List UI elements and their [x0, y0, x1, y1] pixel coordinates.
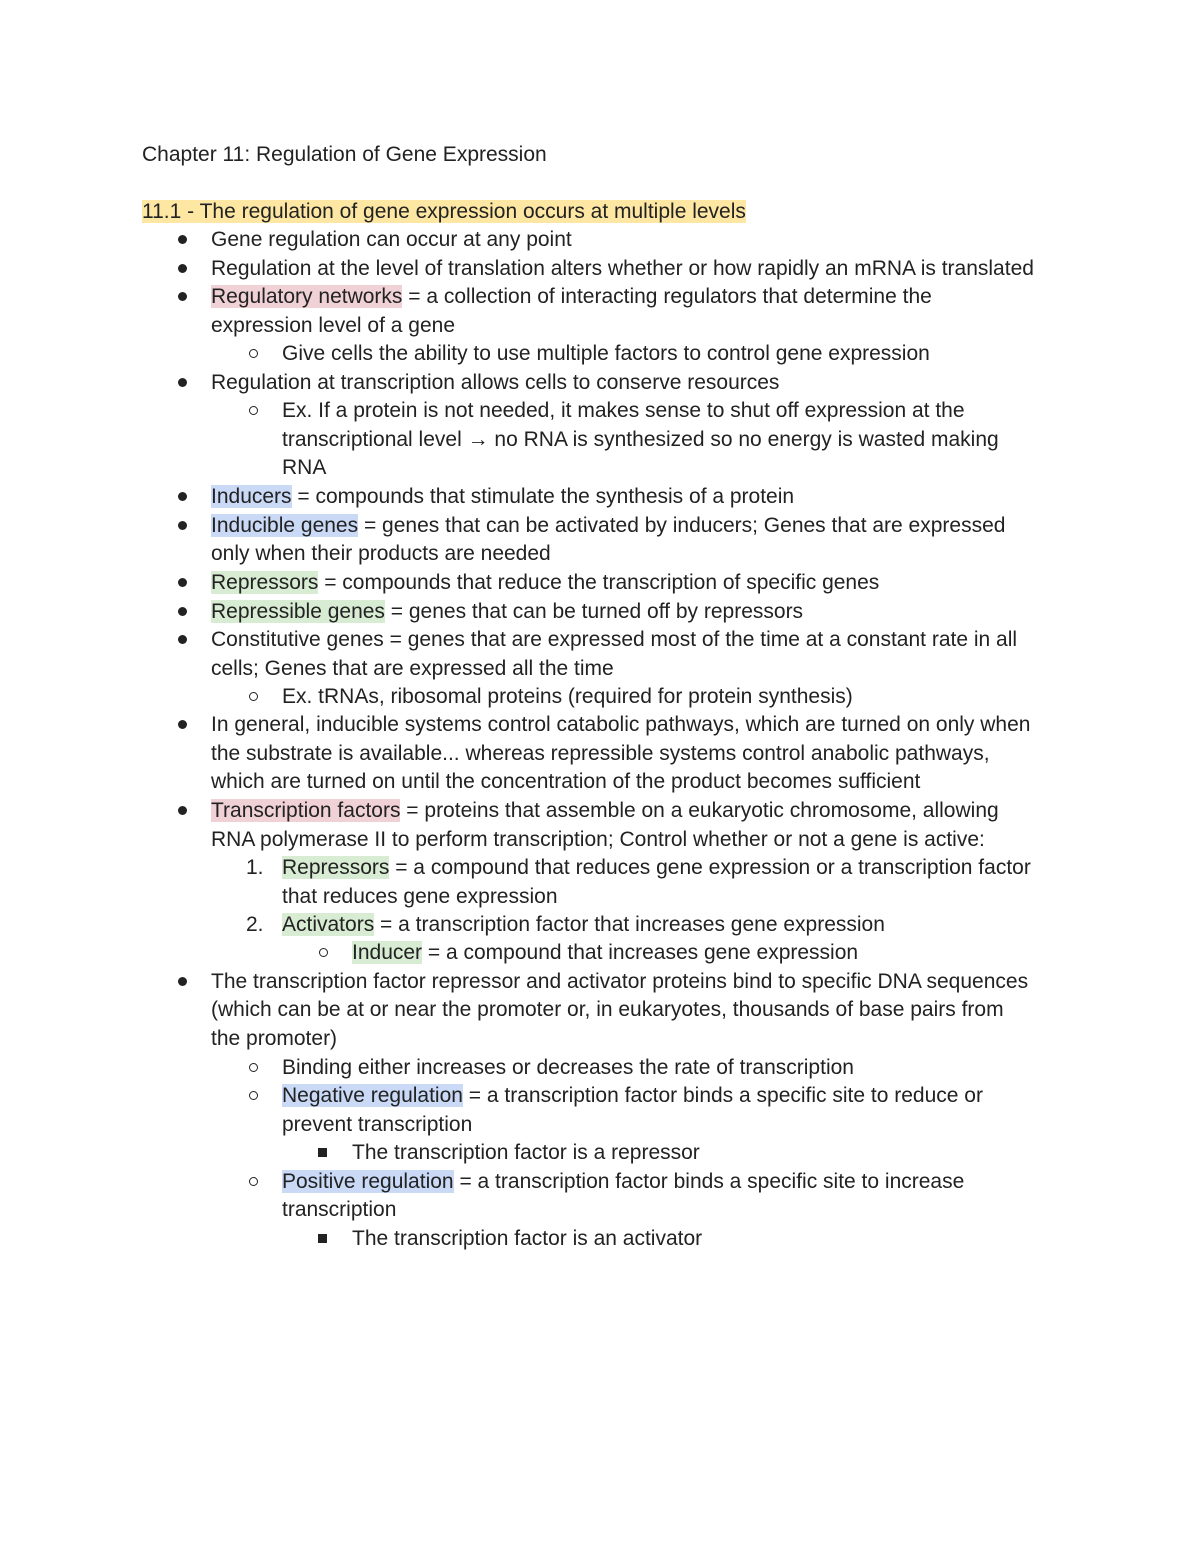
list-item: In general, inducible systems control catabolic pathways, which are turned on only when [211, 713, 1031, 736]
sub-list-item: Binding either increases or decreases the rate of transcription [282, 1056, 854, 1079]
highlighted-term: Regulatory networks [211, 285, 403, 308]
list-item: The transcription factor repressor and activator proteins bind to specific DNA sequences [211, 970, 1029, 993]
sub-list-item-continuation: transcriptional level → no RNA is synthesized so no energy is wasted making [282, 428, 999, 451]
highlighted-term: Activators [282, 913, 375, 936]
list-item [211, 283, 932, 312]
sub-list-item [282, 1168, 964, 1197]
sub-list-item: Give cells the ability to use multiple factors to control gene expression [282, 342, 930, 365]
list-item [211, 483, 794, 512]
definition-text: = a transcription factor binds a specific site to reduce or [462, 1084, 983, 1107]
hollow-bullet-icon [249, 406, 258, 415]
definition-text: = genes that can be turned off by repressors [384, 600, 804, 623]
list-number: 2. [246, 913, 264, 936]
list-item: Regulation at the level of translation alters whether or how rapidly an mRNA is translated [211, 257, 1034, 280]
sub-list-item: Ex. If a protein is not needed, it makes sense to shut off expression at the [282, 399, 965, 422]
hollow-bullet-icon [319, 948, 328, 957]
square-bullet-icon [318, 1234, 327, 1243]
list-item: Constitutive genes = genes that are expressed most of the time at a constant rate in all [211, 628, 1018, 651]
bullet-icon [178, 977, 187, 986]
list-item-continuation: the promoter) [211, 1027, 338, 1050]
highlighted-term: Transcription factors [211, 799, 401, 822]
highlighted-term: Inducers [211, 485, 292, 508]
list-item [211, 797, 999, 826]
sub-list-item [352, 939, 858, 968]
bullet-icon [178, 264, 187, 273]
list-item-continuation: only when their products are needed [211, 542, 551, 565]
square-bullet-icon [318, 1148, 327, 1157]
bullet-icon [178, 720, 187, 729]
list-item [211, 569, 879, 598]
definition-text: = genes that can be activated by inducers; Genes that are expressed [358, 514, 1006, 537]
bullet-icon [178, 292, 187, 301]
section-heading-text: 11.1 - The regulation of gene expression occurs at multiple levels [142, 200, 746, 223]
sub-list-item: Ex. tRNAs, ribosomal proteins (required for protein synthesis) [282, 685, 853, 708]
bullet-icon [178, 492, 187, 501]
list-item: Gene regulation can occur at any point [211, 228, 572, 251]
highlighted-term: Negative regulation [282, 1084, 463, 1107]
highlighted-term: Repressible genes [211, 600, 385, 623]
definition-text: = compounds that stimulate the synthesis of a protein [291, 485, 795, 508]
document-title: Chapter 11: Regulation of Gene Expression [142, 143, 547, 166]
sub-sub-list-item: The transcription factor is a repressor [352, 1141, 700, 1164]
hollow-bullet-icon [249, 1177, 258, 1186]
hollow-bullet-icon [249, 1063, 258, 1072]
list-item [211, 512, 1005, 541]
bullet-icon [178, 521, 187, 530]
list-item-continuation: (which can be at or near the promoter or, in eukaryotes, thousands of base pairs from [211, 998, 1004, 1021]
list-item-continuation: which are turned on until the concentration of the product becomes sufficient [211, 770, 921, 793]
bullet-icon [178, 635, 187, 644]
sub-sub-list-item: The transcription factor is an activator [352, 1227, 703, 1250]
numbered-list-item-continuation: that reduces gene expression [282, 885, 558, 908]
numbered-list-item [282, 854, 1031, 883]
bullet-icon [178, 607, 187, 616]
list-item-continuation: the substrate is available... whereas repressible systems control anabolic pathways, [211, 742, 990, 765]
hollow-bullet-icon [249, 692, 258, 701]
sub-list-item-continuation: RNA [282, 456, 327, 479]
list-item-continuation: cells; Genes that are expressed all the time [211, 657, 614, 680]
definition-text: = a compound that increases gene expression [422, 941, 859, 964]
list-item [211, 598, 803, 627]
definition-text: = a transcription factor binds a specific site to increase [453, 1170, 965, 1193]
highlighted-term: Positive regulation [282, 1170, 454, 1193]
bullet-icon [178, 806, 187, 815]
definition-text: = compounds that reduce the transcription of specific genes [318, 571, 880, 594]
list-item-continuation: expression level of a gene [211, 314, 455, 337]
list-item-continuation: RNA polymerase II to perform transcription; Control whether or not a gene is active: [211, 828, 985, 851]
hollow-bullet-icon [249, 349, 258, 358]
highlighted-term: Repressors [282, 856, 390, 879]
sub-list-item [282, 1082, 983, 1111]
sub-list-item-continuation: transcription [282, 1198, 397, 1221]
bullet-icon [178, 578, 187, 587]
definition-text: = a transcription factor that increases gene expression [374, 913, 885, 936]
definition-text: = proteins that assemble on a eukaryotic chromosome, allowing [400, 799, 999, 822]
highlighted-term: Repressors [211, 571, 319, 594]
list-item: Regulation at transcription allows cells to conserve resources [211, 371, 780, 394]
bullet-icon [178, 235, 187, 244]
highlighted-term: Inducible genes [211, 514, 359, 537]
definition-text: = a compound that reduces gene expression or a transcription factor [389, 856, 1031, 879]
bullet-icon [178, 378, 187, 387]
definition-text: = a collection of interacting regulators that determine the [402, 285, 932, 308]
numbered-list-item [282, 911, 885, 940]
sub-list-item-continuation: prevent transcription [282, 1113, 473, 1136]
highlighted-term: Inducer [352, 941, 423, 964]
list-number: 1. [246, 856, 264, 879]
hollow-bullet-icon [249, 1091, 258, 1100]
section-heading [142, 198, 746, 226]
